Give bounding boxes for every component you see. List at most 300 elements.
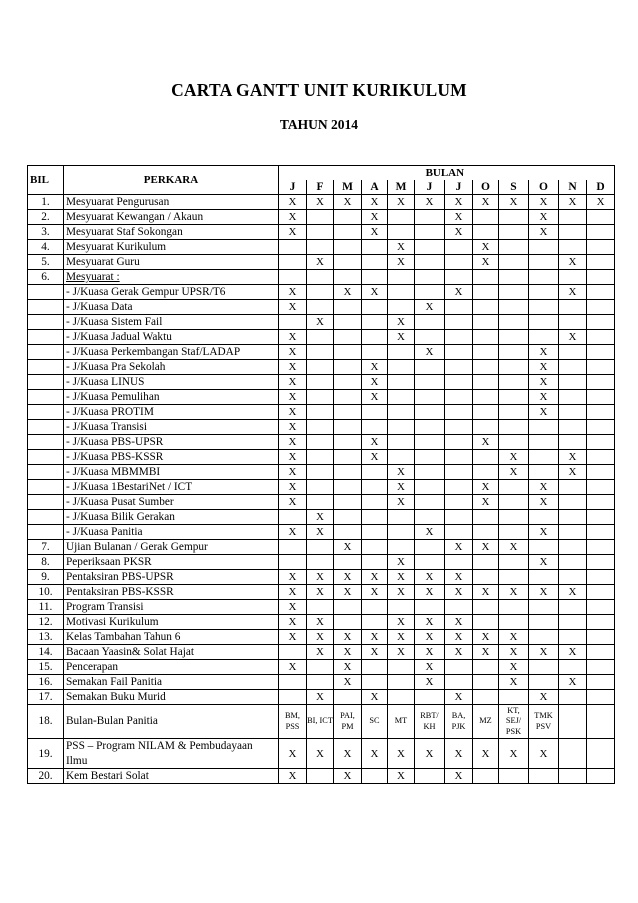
month-mark-cell: [559, 360, 587, 375]
month-mark-cell: [445, 510, 473, 525]
month-mark-cell: [388, 690, 415, 705]
table-row: [28, 615, 615, 630]
month-mark-cell: X: [362, 570, 388, 585]
month-mark-cell: X: [529, 390, 559, 405]
month-mark-cell: [559, 630, 587, 645]
month-mark-cell: [499, 420, 529, 435]
row-number: 8.: [28, 555, 64, 570]
month-mark-cell: [388, 285, 415, 300]
month-mark-cell: [529, 330, 559, 345]
header-bil: BIL: [28, 166, 64, 195]
month-mark-cell: [307, 360, 334, 375]
month-mark-cell: [587, 769, 615, 784]
month-mark-cell: X: [473, 540, 499, 555]
month-mark-cell: X: [362, 375, 388, 390]
row-task: - J/Kuasa Bilik Gerakan: [64, 510, 279, 525]
month-mark-cell: [415, 555, 445, 570]
month-mark-cell: X: [307, 315, 334, 330]
month-mark-cell: [559, 405, 587, 420]
month-unit-cell: TMK PSV: [529, 705, 559, 739]
month-mark-cell: [499, 345, 529, 360]
month-mark-cell: [388, 375, 415, 390]
month-mark-cell: [415, 210, 445, 225]
month-mark-cell: [388, 510, 415, 525]
month-mark-cell: [307, 555, 334, 570]
month-mark-cell: [473, 285, 499, 300]
month-mark-cell: X: [499, 450, 529, 465]
month-mark-cell: [362, 240, 388, 255]
month-mark-cell: X: [307, 255, 334, 270]
month-mark-cell: X: [388, 195, 415, 210]
month-mark-cell: [473, 615, 499, 630]
month-mark-cell: X: [334, 285, 362, 300]
month-mark-cell: [307, 345, 334, 360]
month-mark-cell: [559, 345, 587, 360]
row-task: - J/Kuasa PBS-KSSR: [64, 450, 279, 465]
table-row: [28, 375, 615, 390]
month-mark-cell: [529, 270, 559, 285]
month-header: S: [499, 180, 529, 195]
month-mark-cell: [307, 675, 334, 690]
month-mark-cell: [473, 660, 499, 675]
month-mark-cell: X: [473, 645, 499, 660]
month-mark-cell: [559, 240, 587, 255]
row-task: - J/Kuasa Data: [64, 300, 279, 315]
month-mark-cell: [445, 390, 473, 405]
month-mark-cell: [473, 330, 499, 345]
month-mark-cell: [559, 480, 587, 495]
month-mark-cell: X: [388, 240, 415, 255]
month-mark-cell: [415, 690, 445, 705]
month-mark-cell: X: [388, 615, 415, 630]
month-mark-cell: [445, 360, 473, 375]
month-mark-cell: [307, 300, 334, 315]
month-mark-cell: X: [334, 195, 362, 210]
month-mark-cell: X: [362, 225, 388, 240]
month-mark-cell: X: [415, 739, 445, 769]
month-mark-cell: X: [559, 585, 587, 600]
month-mark-cell: [334, 420, 362, 435]
table-row: [28, 510, 615, 525]
month-mark-cell: X: [388, 255, 415, 270]
month-mark-cell: [499, 615, 529, 630]
month-mark-cell: [362, 769, 388, 784]
month-mark-cell: [529, 540, 559, 555]
month-mark-cell: [587, 555, 615, 570]
month-mark-cell: X: [499, 585, 529, 600]
table-row: [28, 240, 615, 255]
month-mark-cell: [334, 495, 362, 510]
month-mark-cell: [587, 570, 615, 585]
month-mark-cell: [307, 600, 334, 615]
month-mark-cell: X: [388, 769, 415, 784]
row-number: [28, 375, 64, 390]
month-mark-cell: [559, 615, 587, 630]
month-mark-cell: X: [529, 405, 559, 420]
month-mark-cell: X: [388, 555, 415, 570]
month-mark-cell: X: [279, 465, 307, 480]
month-mark-cell: X: [388, 330, 415, 345]
month-mark-cell: [334, 240, 362, 255]
month-unit-cell: MT: [388, 705, 415, 739]
month-mark-cell: [445, 675, 473, 690]
month-mark-cell: [499, 480, 529, 495]
month-header: M: [388, 180, 415, 195]
row-number: 16.: [28, 675, 64, 690]
row-task: - J/Kuasa LINUS: [64, 375, 279, 390]
month-unit-cell: SC: [362, 705, 388, 739]
row-number: [28, 330, 64, 345]
month-mark-cell: [445, 240, 473, 255]
month-mark-cell: [445, 255, 473, 270]
month-mark-cell: [307, 210, 334, 225]
month-mark-cell: [362, 600, 388, 615]
month-mark-cell: X: [473, 630, 499, 645]
header-bulan: BULAN: [279, 166, 615, 181]
month-mark-cell: [445, 450, 473, 465]
month-mark-cell: X: [279, 769, 307, 784]
month-mark-cell: [415, 225, 445, 240]
month-mark-cell: X: [499, 645, 529, 660]
month-mark-cell: X: [445, 210, 473, 225]
month-mark-cell: X: [279, 525, 307, 540]
month-mark-cell: [559, 300, 587, 315]
month-mark-cell: X: [362, 690, 388, 705]
row-number: 1.: [28, 195, 64, 210]
month-mark-cell: [473, 375, 499, 390]
month-mark-cell: [362, 480, 388, 495]
month-header: N: [559, 180, 587, 195]
row-number: [28, 420, 64, 435]
row-number: [28, 435, 64, 450]
row-task: Mesyuarat :: [64, 270, 279, 285]
row-number: [28, 315, 64, 330]
month-mark-cell: [362, 615, 388, 630]
month-mark-cell: [279, 240, 307, 255]
month-mark-cell: X: [279, 450, 307, 465]
month-mark-cell: X: [445, 630, 473, 645]
month-mark-cell: [334, 375, 362, 390]
month-mark-cell: [362, 330, 388, 345]
month-mark-cell: [559, 375, 587, 390]
month-mark-cell: [473, 360, 499, 375]
row-task: Semakan Fail Panitia: [64, 675, 279, 690]
month-mark-cell: X: [362, 360, 388, 375]
month-mark-cell: [307, 405, 334, 420]
month-mark-cell: [334, 390, 362, 405]
month-mark-cell: [587, 510, 615, 525]
row-number: [28, 300, 64, 315]
month-mark-cell: [307, 390, 334, 405]
row-task: Semakan Buku Murid: [64, 690, 279, 705]
month-mark-cell: [362, 270, 388, 285]
month-mark-cell: [473, 570, 499, 585]
month-mark-cell: [334, 690, 362, 705]
month-mark-cell: [559, 435, 587, 450]
month-mark-cell: [334, 315, 362, 330]
month-mark-cell: [559, 540, 587, 555]
month-mark-cell: [587, 420, 615, 435]
month-mark-cell: [587, 480, 615, 495]
month-mark-cell: [499, 300, 529, 315]
row-number: [28, 495, 64, 510]
month-mark-cell: [473, 465, 499, 480]
month-mark-cell: [499, 210, 529, 225]
month-mark-cell: X: [529, 690, 559, 705]
month-mark-cell: [587, 739, 615, 769]
month-mark-cell: X: [559, 645, 587, 660]
table-row: [28, 555, 615, 570]
month-mark-cell: X: [559, 255, 587, 270]
month-mark-cell: [499, 495, 529, 510]
month-mark-cell: X: [529, 360, 559, 375]
document-title: CARTA GANTT UNIT KURIKULUM: [171, 80, 467, 100]
month-mark-cell: X: [362, 585, 388, 600]
table-row: [28, 630, 615, 645]
month-mark-cell: [587, 645, 615, 660]
month-mark-cell: X: [388, 315, 415, 330]
row-task: Pentaksiran PBS-UPSR: [64, 570, 279, 585]
month-unit-cell: BA, PJK: [445, 705, 473, 739]
row-task: Pentaksiran PBS-KSSR: [64, 585, 279, 600]
month-mark-cell: [445, 405, 473, 420]
month-mark-cell: [473, 390, 499, 405]
month-mark-cell: X: [415, 645, 445, 660]
month-mark-cell: [362, 465, 388, 480]
month-mark-cell: X: [388, 585, 415, 600]
month-mark-cell: X: [279, 195, 307, 210]
month-mark-cell: [473, 675, 499, 690]
month-mark-cell: X: [559, 450, 587, 465]
month-mark-cell: X: [279, 345, 307, 360]
month-mark-cell: [334, 615, 362, 630]
month-mark-cell: X: [473, 585, 499, 600]
month-mark-cell: X: [334, 739, 362, 769]
month-mark-cell: X: [279, 360, 307, 375]
month-mark-cell: [279, 510, 307, 525]
month-mark-cell: X: [388, 480, 415, 495]
month-mark-cell: [334, 600, 362, 615]
row-number: [28, 465, 64, 480]
month-mark-cell: [279, 555, 307, 570]
month-mark-cell: [529, 570, 559, 585]
month-mark-cell: X: [499, 465, 529, 480]
month-mark-cell: [473, 270, 499, 285]
month-mark-cell: [415, 769, 445, 784]
month-mark-cell: [362, 540, 388, 555]
month-mark-cell: [559, 600, 587, 615]
month-mark-cell: X: [334, 675, 362, 690]
month-mark-cell: X: [334, 540, 362, 555]
row-task: Mesyuarat Staf Sokongan: [64, 225, 279, 240]
month-mark-cell: X: [279, 739, 307, 769]
month-mark-cell: X: [559, 330, 587, 345]
month-mark-cell: [362, 300, 388, 315]
month-mark-cell: [445, 555, 473, 570]
month-mark-cell: [559, 690, 587, 705]
row-number: [28, 450, 64, 465]
month-mark-cell: [529, 660, 559, 675]
table-row: [28, 739, 615, 769]
row-number: 19.: [28, 739, 64, 769]
row-task: PSS – Program NILAM & Pembudayaan Ilmu: [64, 739, 279, 769]
month-mark-cell: [362, 405, 388, 420]
month-mark-cell: [587, 600, 615, 615]
month-header: O: [473, 180, 499, 195]
row-number: 15.: [28, 660, 64, 675]
month-mark-cell: X: [307, 525, 334, 540]
month-mark-cell: [415, 540, 445, 555]
month-mark-cell: [362, 510, 388, 525]
month-mark-cell: [473, 690, 499, 705]
month-mark-cell: X: [587, 195, 615, 210]
month-mark-cell: [529, 285, 559, 300]
month-mark-cell: [388, 345, 415, 360]
month-mark-cell: X: [415, 525, 445, 540]
month-mark-cell: X: [445, 645, 473, 660]
month-mark-cell: [362, 495, 388, 510]
table-row: [28, 405, 615, 420]
month-mark-cell: X: [279, 600, 307, 615]
month-mark-cell: [559, 769, 587, 784]
month-mark-cell: [334, 255, 362, 270]
row-number: 4.: [28, 240, 64, 255]
month-mark-cell: X: [334, 645, 362, 660]
month-mark-cell: [499, 390, 529, 405]
month-mark-cell: [587, 525, 615, 540]
row-number: [28, 405, 64, 420]
row-number: 11.: [28, 600, 64, 615]
month-mark-cell: X: [559, 285, 587, 300]
month-mark-cell: X: [559, 675, 587, 690]
table-row: [28, 300, 615, 315]
month-mark-cell: [415, 315, 445, 330]
table-row: [28, 435, 615, 450]
month-mark-cell: [334, 450, 362, 465]
month-mark-cell: X: [473, 435, 499, 450]
month-header: A: [362, 180, 388, 195]
month-mark-cell: X: [529, 645, 559, 660]
month-mark-cell: X: [279, 630, 307, 645]
month-mark-cell: X: [473, 240, 499, 255]
month-mark-cell: [559, 420, 587, 435]
month-mark-cell: [415, 270, 445, 285]
month-mark-cell: [499, 330, 529, 345]
month-header: J: [415, 180, 445, 195]
table-row: [28, 450, 615, 465]
month-mark-cell: [445, 495, 473, 510]
month-mark-cell: [587, 270, 615, 285]
month-mark-cell: [445, 315, 473, 330]
month-mark-cell: [388, 420, 415, 435]
month-mark-cell: X: [415, 195, 445, 210]
month-mark-cell: [587, 390, 615, 405]
month-mark-cell: X: [529, 345, 559, 360]
month-mark-cell: X: [415, 660, 445, 675]
month-mark-cell: X: [415, 300, 445, 315]
month-mark-cell: [415, 420, 445, 435]
month-mark-cell: X: [529, 225, 559, 240]
table-row: [28, 420, 615, 435]
month-mark-cell: [334, 330, 362, 345]
table-row: [28, 675, 615, 690]
month-mark-cell: [499, 405, 529, 420]
row-task: - J/Kuasa Jadual Waktu: [64, 330, 279, 345]
month-mark-cell: [587, 360, 615, 375]
month-mark-cell: X: [362, 435, 388, 450]
month-header: F: [307, 180, 334, 195]
month-mark-cell: X: [529, 480, 559, 495]
month-mark-cell: X: [362, 390, 388, 405]
row-task: - J/Kuasa Sistem Fail: [64, 315, 279, 330]
month-mark-cell: [473, 405, 499, 420]
row-task: Program Transisi: [64, 600, 279, 615]
month-mark-cell: [499, 435, 529, 450]
table-row: [28, 270, 615, 285]
month-mark-cell: [307, 270, 334, 285]
month-mark-cell: [499, 285, 529, 300]
month-mark-cell: [587, 495, 615, 510]
month-mark-cell: [587, 375, 615, 390]
month-mark-cell: [473, 769, 499, 784]
row-task: Mesyuarat Pengurusan: [64, 195, 279, 210]
month-mark-cell: [473, 315, 499, 330]
month-mark-cell: [388, 390, 415, 405]
month-mark-cell: [415, 435, 445, 450]
month-mark-cell: X: [529, 525, 559, 540]
month-mark-cell: [362, 255, 388, 270]
month-mark-cell: [307, 769, 334, 784]
month-mark-cell: [415, 375, 445, 390]
row-task: - J/Kuasa Pemulihan: [64, 390, 279, 405]
row-task: Pencerapan: [64, 660, 279, 675]
month-mark-cell: [445, 600, 473, 615]
row-task: Motivasi Kurikulum: [64, 615, 279, 630]
month-mark-cell: X: [279, 495, 307, 510]
month-mark-cell: [529, 630, 559, 645]
month-mark-cell: [334, 360, 362, 375]
month-mark-cell: [415, 330, 445, 345]
month-mark-cell: [334, 345, 362, 360]
month-unit-cell: BM, PSS: [279, 705, 307, 739]
month-mark-cell: X: [529, 375, 559, 390]
month-mark-cell: X: [307, 510, 334, 525]
month-mark-cell: X: [529, 495, 559, 510]
month-unit-cell: BI, ICT: [307, 705, 334, 739]
month-mark-cell: X: [473, 195, 499, 210]
month-mark-cell: X: [529, 210, 559, 225]
table-row: [28, 225, 615, 240]
month-mark-cell: X: [279, 420, 307, 435]
month-mark-cell: X: [334, 585, 362, 600]
month-mark-cell: [445, 420, 473, 435]
month-mark-cell: X: [499, 739, 529, 769]
month-mark-cell: X: [307, 585, 334, 600]
month-mark-cell: X: [415, 345, 445, 360]
row-number: [28, 390, 64, 405]
month-mark-cell: [334, 405, 362, 420]
month-mark-cell: [362, 315, 388, 330]
month-mark-cell: X: [415, 570, 445, 585]
month-mark-cell: X: [388, 739, 415, 769]
month-mark-cell: [587, 240, 615, 255]
month-mark-cell: X: [307, 739, 334, 769]
month-mark-cell: X: [388, 465, 415, 480]
month-mark-cell: X: [307, 630, 334, 645]
month-mark-cell: [559, 270, 587, 285]
month-mark-cell: X: [388, 645, 415, 660]
table-row: [28, 705, 615, 739]
